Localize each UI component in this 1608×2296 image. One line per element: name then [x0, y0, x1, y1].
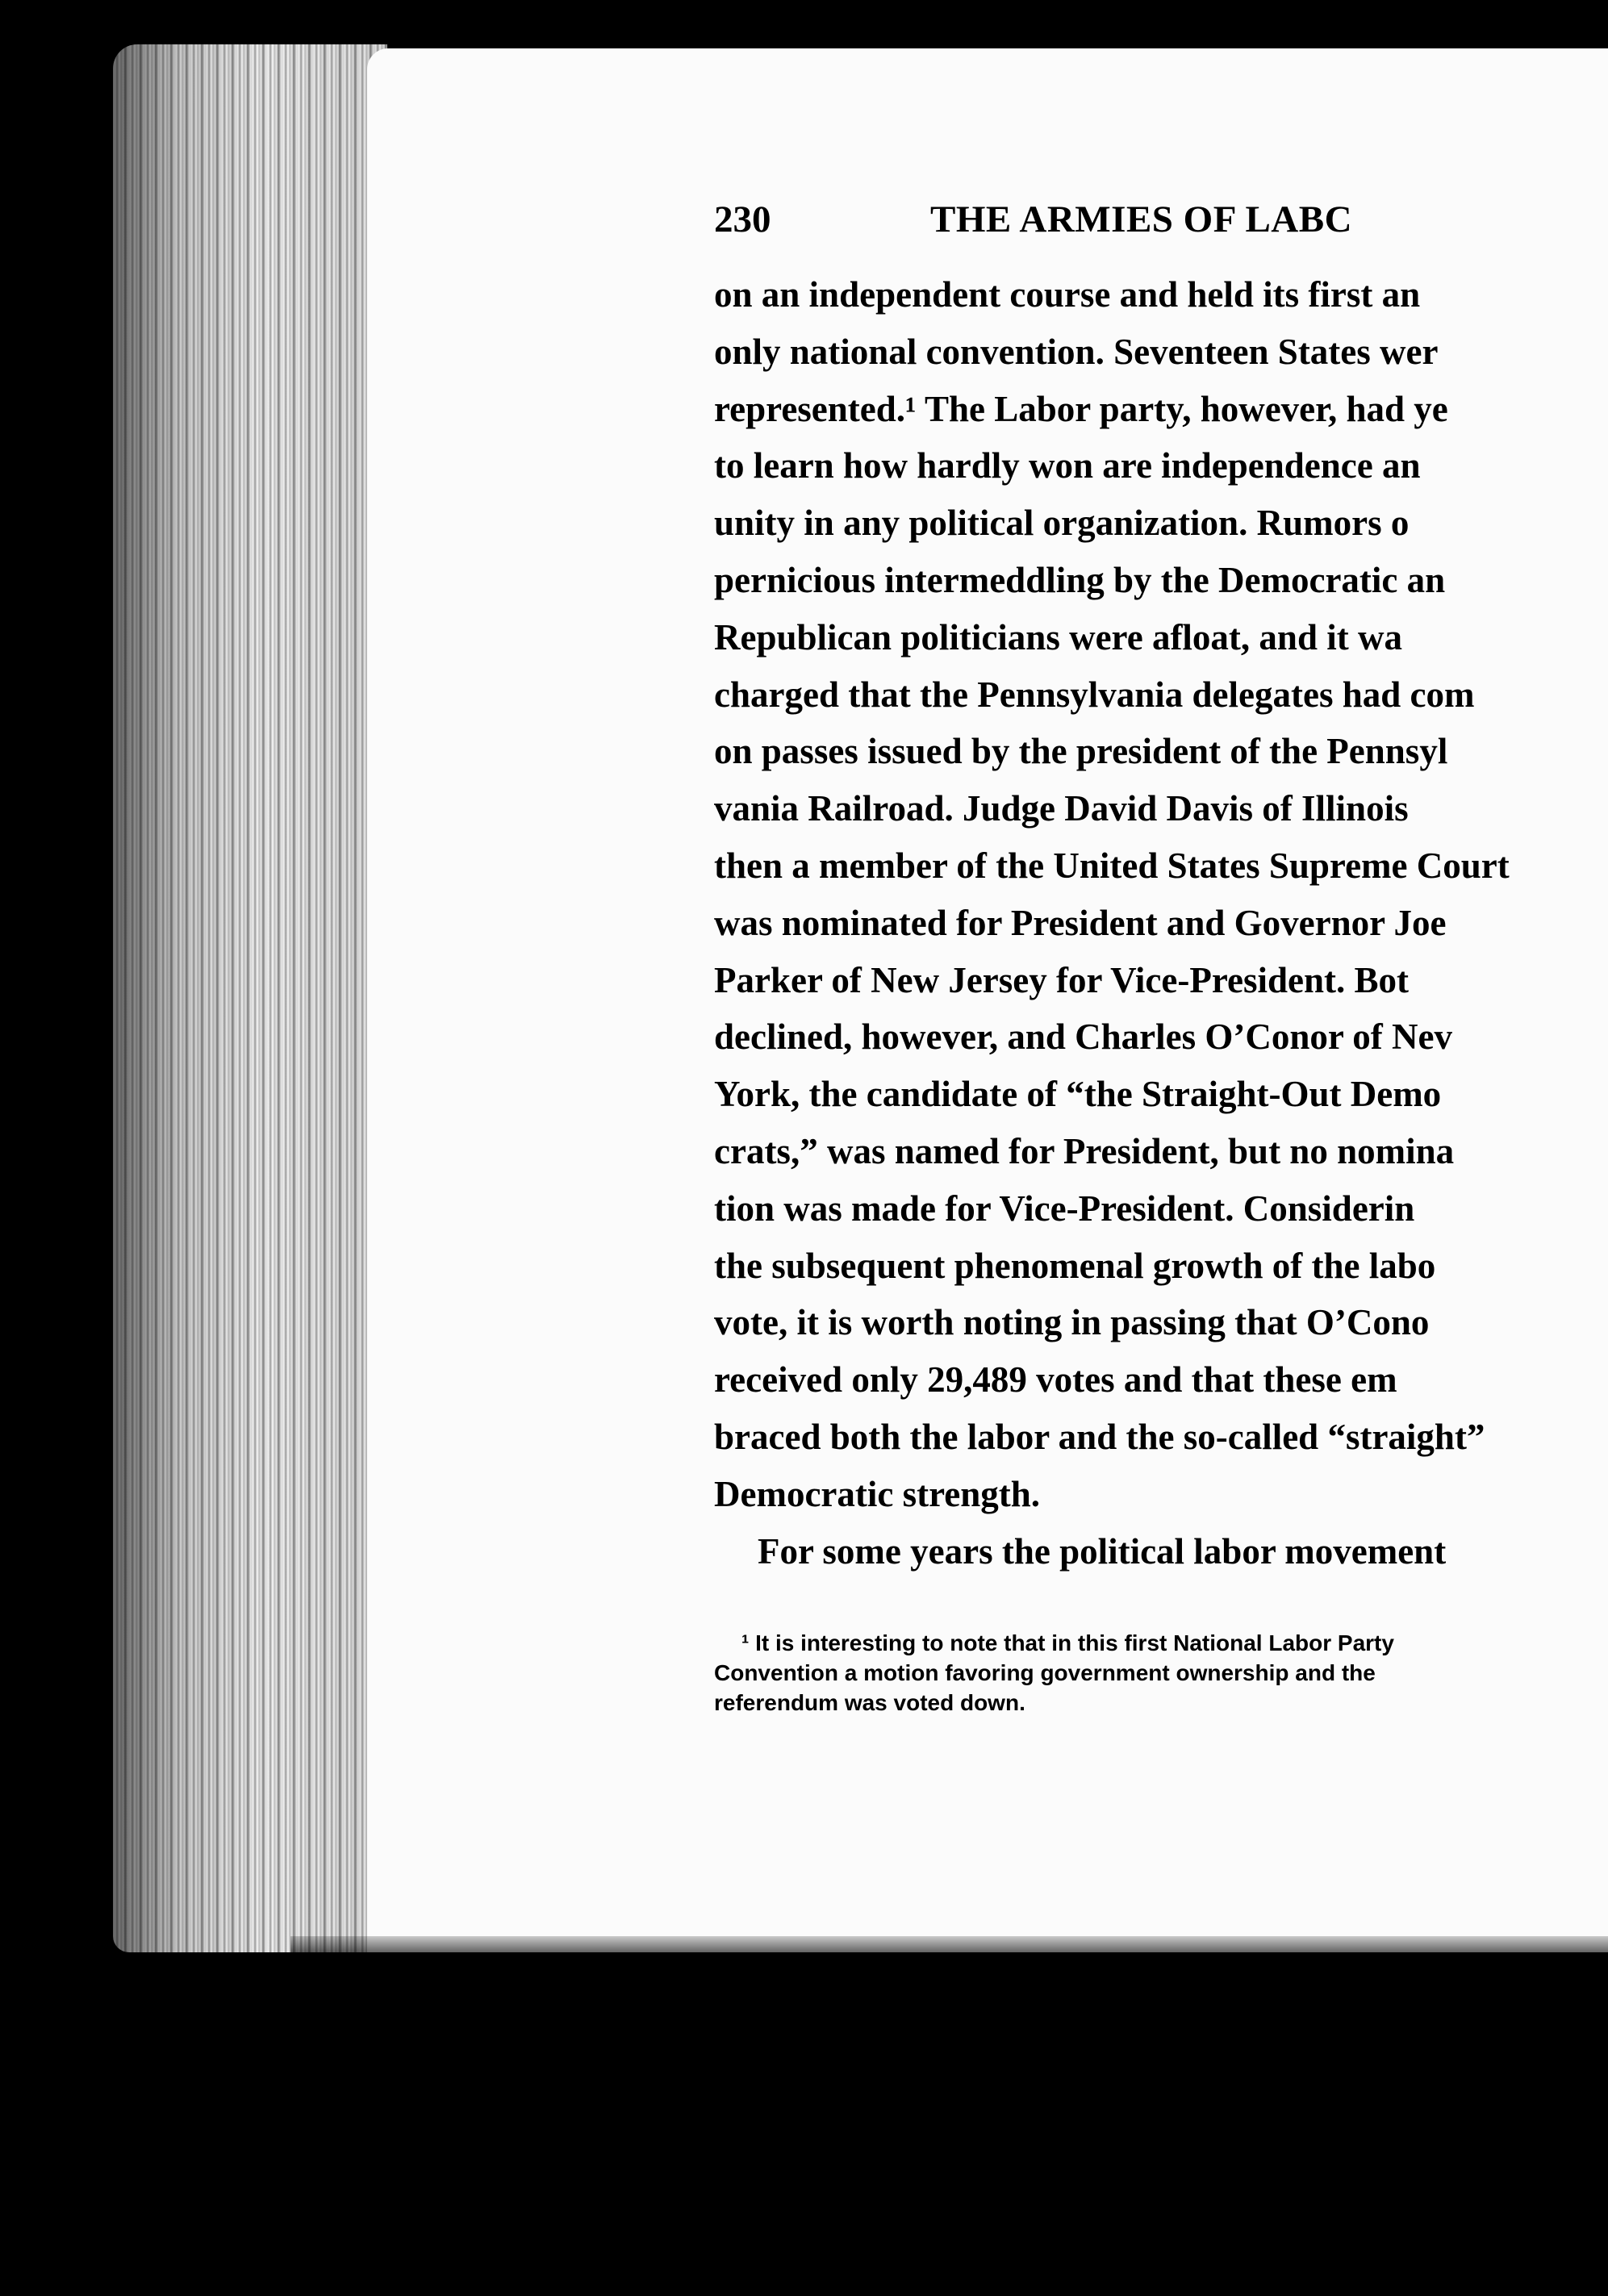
- text-line: braced both the labor and the so-called “straight”: [714, 1416, 1485, 1457]
- paragraph-start-line: For some years the political labor movement: [758, 1530, 1447, 1572]
- text-line: represented.¹ The Labor party, however, had ye: [714, 388, 1448, 429]
- text-line: crats,” was named for President, but no nomina: [714, 1130, 1455, 1171]
- text-line: only national convention. Seventeen States wer: [714, 331, 1439, 372]
- text-line: received only 29,489 votes and that these em: [714, 1359, 1397, 1401]
- text-line: vote, it is worth noting in passing that O’Cono: [714, 1302, 1430, 1343]
- footnote-line: ¹ It is interesting to note that in this first National Labor Party: [741, 1630, 1394, 1655]
- footnote: [714, 1628, 1608, 1718]
- text-line: unity in any political organization. Rumors o: [714, 503, 1410, 544]
- text-line: vania Railroad. Judge David Davis of Illinois: [714, 788, 1409, 829]
- text-line: on an independent course and held its first an: [714, 274, 1421, 315]
- page-number: 230: [714, 198, 771, 240]
- text-line: declined, however, and Charles O’Conor of Nev: [714, 1017, 1452, 1058]
- text-line: Republican politicians were afloat, and it wa: [714, 616, 1402, 657]
- page-edges-stack: [113, 44, 387, 1952]
- text-line: Parker of New Jersey for Vice-President. Bot: [714, 959, 1409, 1000]
- text-line: charged that the Pennsylvania delegates had com: [714, 674, 1475, 715]
- running-head: [714, 198, 1608, 246]
- page-bottom-shadow: [290, 1936, 1608, 1968]
- footnote-line: Convention a motion favoring government ownership and the: [714, 1660, 1376, 1685]
- text-line: the subsequent phenomenal growth of the labo: [714, 1245, 1436, 1286]
- text-line: to learn how hardly won are independence an: [714, 445, 1421, 486]
- footnote-line: referendum was voted down.: [714, 1690, 1025, 1715]
- text-line: then a member of the United States Supreme Court: [714, 845, 1510, 886]
- text-line: was nominated for President and Governor Joe: [714, 902, 1447, 943]
- text-line: on passes issued by the president of the Pennsyl: [714, 731, 1448, 772]
- body-text: [714, 266, 1608, 1580]
- text-line: Democratic strength.: [714, 1473, 1041, 1514]
- text-line: York, the candidate of “the Straight-Out Demo: [714, 1074, 1442, 1115]
- text-line: tion was made for Vice-President. Considerin: [714, 1188, 1415, 1229]
- text-line: pernicious intermeddling by the Democratic an: [714, 559, 1446, 600]
- running-title: THE ARMIES OF LABC: [930, 198, 1353, 240]
